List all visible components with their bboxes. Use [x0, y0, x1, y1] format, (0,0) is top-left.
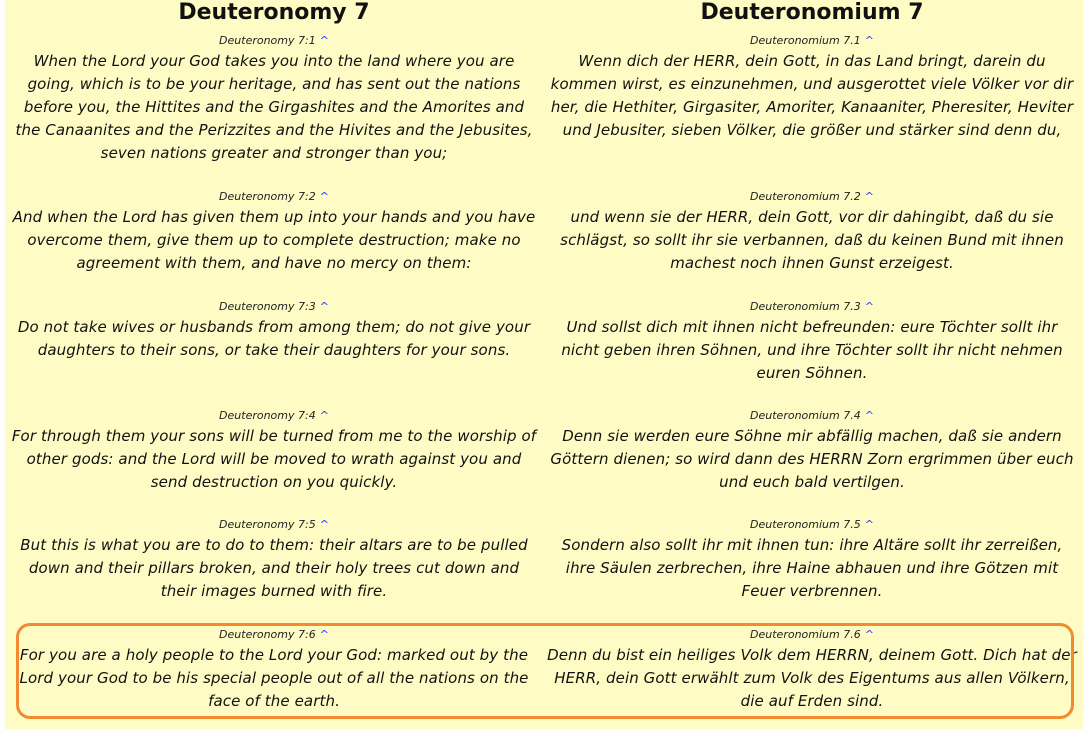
verse-reference: Deuteronomium 7.4 ^: [750, 409, 874, 422]
german-verse-3: [547, 300, 1077, 385]
verse-reference: Deuteronomium 7.2 ^: [750, 190, 874, 203]
german-verse-4: [547, 409, 1077, 494]
parallel-bible-page: [5, 0, 1083, 729]
english-column: [9, 0, 539, 710]
back-to-top-link[interactable]: ^: [864, 518, 874, 531]
english-verse-5: [9, 518, 539, 603]
back-to-top-link[interactable]: ^: [319, 190, 329, 203]
verse-text: Sondern also sollt ihr mit ihnen tun: ihre Altäre sollt ihr zerreißen, ihre Säulen zerbrechen, ihre Haine abhauen und ihre Götzen mit Feuer verbrennen.: [561, 536, 1063, 600]
german-verse-2: [547, 190, 1077, 275]
back-to-top-link[interactable]: ^: [864, 409, 874, 422]
verse-reference: Deuteronomy 7:1 ^: [219, 34, 329, 47]
verse-reference: Deuteronomium 7.5 ^: [750, 518, 874, 531]
german-verse-5: [547, 518, 1077, 603]
verse-text: And when the Lord has given them up into your hands and you have overcome them, give them up to complete destruction; make no agreement with them, and have no mercy on them:: [12, 208, 536, 272]
verse-text: Denn sie werden eure Söhne mir abfällig machen, daß sie andern Göttern dienen; so wird dann des HERRN Zorn ergrimmen über euch und euch bald vertilgen.: [550, 427, 1074, 491]
verse-reference: Deuteronomy 7:5 ^: [219, 518, 329, 531]
verse-text: Und sollst dich mit ihnen nicht befreunden: eure Töchter sollt ihr nicht geben ihren Söhnen, und ihre Töchter sollt ihr nicht nehmen euren Söhnen.: [561, 318, 1063, 382]
english-verse-1: [9, 34, 539, 165]
back-to-top-link[interactable]: ^: [319, 300, 329, 313]
verse-reference: Deuteronomy 7:3 ^: [219, 300, 329, 313]
verse-text: Denn du bist ein heiliges Volk dem HERRN, deinem Gott. Dich hat der HERR, dein Gott erwählt zum Volk des Eigentums aus allen Völkern, die auf Erden sind.: [547, 646, 1077, 710]
verse-text: Wenn dich der HERR, dein Gott, in das Land bringt, darein du kommen wirst, es einzunehmen, und ausgerottet viele Völker vor dir her, die Hethiter, Girgasiter, Amoriter, Kanaaniter, Pheresiter, Heviter und Jebusiter, sieben Völker, die größer und stärker sind denn du,: [550, 52, 1074, 139]
verse-reference: Deuteronomium 7.3 ^: [750, 300, 874, 313]
verse-reference: Deuteronomy 7:4 ^: [219, 409, 329, 422]
back-to-top-link[interactable]: ^: [319, 409, 329, 422]
verse-text: When the Lord your God takes you into the land where you are going, which is to be your heritage, and has sent out the nations before you, the Hittites and the Girgashites and the Amorites and the Canaanites and the Perizzites and the Hivites and the Jebusites, seven nations greater and stronger than you;: [15, 52, 533, 162]
verse-reference: Deuteronomium 7.6 ^: [750, 628, 874, 641]
verse-text: Do not take wives or husbands from among them; do not give your daughters to their sons, or take their daughters for your sons.: [17, 318, 531, 359]
verse-text: und wenn sie der HERR, dein Gott, vor dir dahingibt, daß du sie schlägst, so sollt ihr sie verbannen, daß du keinen Bund mit ihnen machest noch ihnen Gunst erzeigest.: [560, 208, 1064, 272]
german-column: [547, 0, 1077, 710]
english-chapter-title: Deuteronomy 7: [178, 0, 370, 25]
back-to-top-link[interactable]: ^: [319, 34, 329, 47]
verse-text: For through them your sons will be turned from me to the worship of other gods: and the Lord will be moved to wrath against you and send destruction on you quickly.: [11, 427, 537, 491]
english-verse-3: [9, 300, 539, 362]
verse-reference: Deuteronomy 7:6 ^: [219, 628, 329, 641]
english-verse-6: [9, 628, 539, 713]
back-to-top-link[interactable]: ^: [864, 628, 874, 641]
back-to-top-link[interactable]: ^: [319, 518, 329, 531]
back-to-top-link[interactable]: ^: [319, 628, 329, 641]
verse-text: But this is what you are to do to them: their altars are to be pulled down and their pillars broken, and their holy trees cut down and their images burned with fire.: [20, 536, 528, 600]
back-to-top-link[interactable]: ^: [864, 300, 874, 313]
back-to-top-link[interactable]: ^: [864, 34, 874, 47]
verse-reference: Deuteronomium 7.1 ^: [750, 34, 874, 47]
verse-text: For you are a holy people to the Lord your God: marked out by the Lord your God to be his special people out of all the nations on the face of the earth.: [19, 646, 529, 710]
german-verse-1: [547, 34, 1077, 142]
english-verse-4: [9, 409, 539, 494]
german-chapter-title: Deuteronomium 7: [700, 0, 924, 25]
verse-reference: Deuteronomy 7:2 ^: [219, 190, 329, 203]
back-to-top-link[interactable]: ^: [864, 190, 874, 203]
german-verse-6: [547, 628, 1077, 713]
english-verse-2: [9, 190, 539, 275]
